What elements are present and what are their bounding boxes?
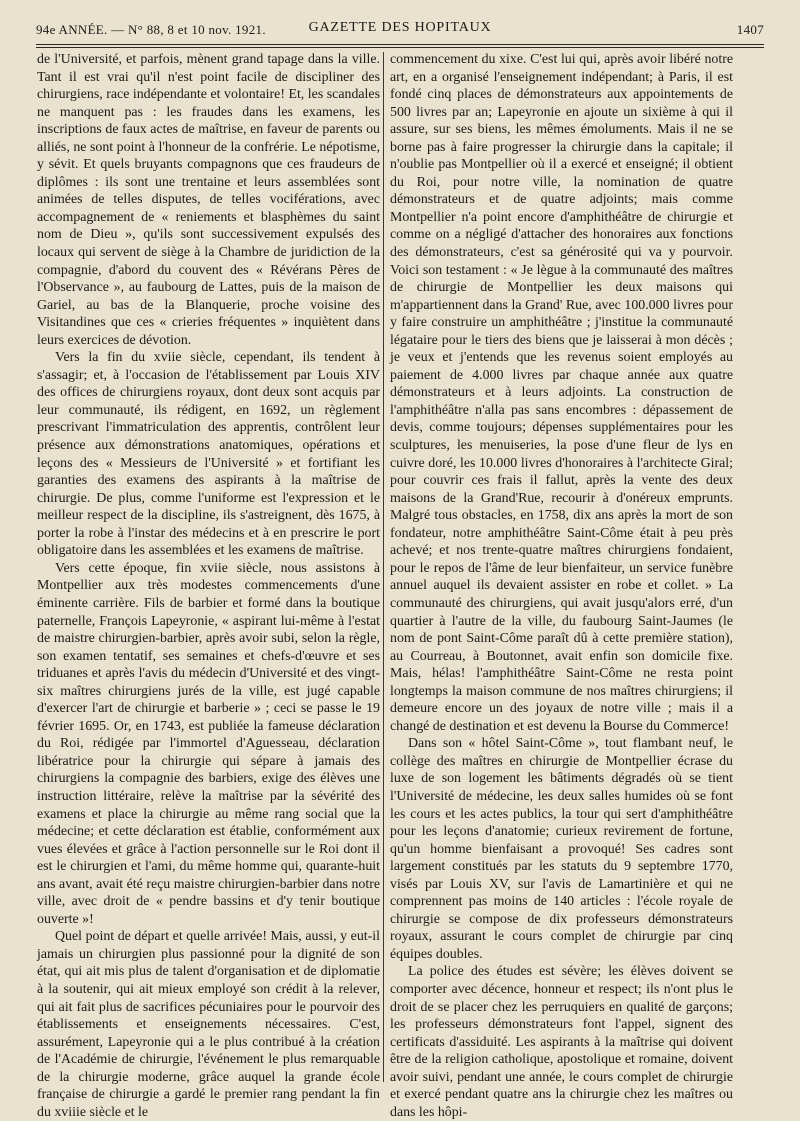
paragraph: commencement du xixe. C'est lui qui, après avoir libéré notre art, en a organisé l'enseignement indépendant; à Paris, il est fondé cinq places de démonstrateurs aux appointements de 500 livres par an; Lapeyronie en ajoute un sixième à qui il assure, sur ses biens, les mêmes émoluments. Mais il ne se borne pas à faire progresser la chirurgie dans la capitale; il n'oublie pas Montpellier où il a exercé et enseigné; il obtient du Roi, pour notre ville, la nomination de quatre démonstrateurs et de quatre adjoints; mais comme Montpellier n'a point encore d'amphithéâtre de chirurgie et comme on a négligé d'attacher des honoraires aux fonctions des démonstrateurs, c'est sa générosité qui va y pourvoir. Voici son testament : « Je lègue à la communauté des maîtres de chirurgie de Montpellier les deux maisons qui m'appartiennent dans la Grand' Rue, avec 100.000 livres pour y faire construire un amphithéâtre ; j'institue la communauté légataire pour le tiers des biens que je laisserai à mon décès ; je veux et j'entends que les revenus soient employés au paiement de 4.000 livres par chaque année aux quatre démonstrateurs et à leurs adjoints. La construction de l'amphithéâtre n'alla pas sans encombres : dépassement de devis, comme toujours; dépenses supplémentaires pour les sculptures, les menuiseries, la pose d'une fleur de lys en cuivre doré, les 10.000 livres d'honoraires à l'architecte Giral; pour couvrir ces frais il fallut, après la vente des deux maisons de la Grand'Rue, recourir à d'onéreux emprunts. Malgré tous obstacles, en 1758, dix ans après la mort de son fondateur, notre amphithéâtre Saint-Côme était à peu près achevé; et nos trente-quatre maîtres chirurgiens fondaient, pour le repos de l'âme de leur bienfaiteur, un service funèbre annuel auquel ils devaient assister en robe et collet. » La communauté des chirurgiens, qui avait jusqu'alors erré, d'un quartier à l'autre de la ville, du faubourg Saint-Jaumes (le nom de pont Saint-Côme paraît dû à cette première station), au Courreau, à Boutonnet, avait enfin son domicile fixe. Mais, hélas! l'amphithéâtre Saint-Côme ne resta point longtemps la maison commune de nos maîtres chirurgiens; il demeure encore un des joyaux de notre ville ; mais il a changé de destination et est devenu la Bourse du Commerce! <box>390 52 733 734</box>
issue-info: 94e ANNÉE. — N° 88, 8 et 10 nov. 1921. <box>36 22 266 37</box>
paragraph: Vers la fin du xviie siècle, cependant, ils tendent à s'assagir; et, à l'occasion de l'établissement par Louis XIV des offices de chirurgiens royaux, dont deux sont acquis par leur communauté, ils rédigent, en 1692, un règlement prescrivant l'immatriculation des apprentis, contrôlent leur présence aux démonstrations anatomiques, opérations et leçons des « Messieurs de l'Université » et fortifiant les garanties des examens des aspirants à la maîtrise de chirurgie. De plus, comme l'uniforme est l'expression et le meilleur respect de la discipline, ils s'astreignent, dès 1675, à porter la robe à l'instar des médecins et à en prescrire le port obligatoire dans les assemblées et les examens de maîtrise. <box>37 350 380 559</box>
paragraph: Dans son « hôtel Saint-Côme », tout flambant neuf, le collège des maîtres en chirurgie de Montpellier écrase du luxe de son logement les bâtiments dégradés où se tient l'Université de médecine, les deux salles humides où se font les cours et les actes publics, la tour qui sert d'amphithéâtre pour les leçons d'anatomie; curieux revirement de fortune, qu'un homme bienfaisant a provoqué! Ses cadres sont largement constitués par les statuts du 9 septembre 1770, visés par Louis XV, sur l'avis de Lamartinière et qui ne comprennent pas moins de 140 articles : l'école royale de chirurgie se compose de dix professeurs démonstrateurs royaux, assurant le cours complet de chirurgie par cinq équipes doubles. <box>390 736 733 962</box>
paragraph: Vers cette époque, fin xviie siècle, nous assistons à Montpellier aux très modestes commencements d'une éminente carrière. Fils de barbier et formé dans la boutique paternelle, François Lapeyronie, « aspirant lui-même à l'estat de maistre chirurgien-barbier, après avoir subi, selon la règle, son examen tentatif, ses semaines et chefs-d'œuvre et ses triduanes et après l'avis du médecin d'Université et des vingt-six maîtres chirurgiens jurés de la ville, est jugé capable d'exercer l'art de chirurgie et barberie » ; ceci se passe le 19 février 1695. Or, en 1743, est publiée la fameuse déclaration du Roi, rédigée par l'immortel d'Aguesseau, déclaration libératrice pour la chirurgie qui sépare à jamais des chirurgiens la compagnie des barbiers, exige des élèves une instruction littéraire, relève la maîtrise par la sévérité des examens et place la chirurgie au même rang social que la médecine; et cette déclaration est établie, conformément aux vues élevées et grâce à l'action personnelle sur le Roi dont il est le chirurgien et l'ami, du même homme qui, quarante-huit ans avant, avait été reçu maistre chirurgien-barbier dans notre ville, avec droit de « pendre bassins et d'y tenir boutique ouverte »! <box>37 560 380 927</box>
paragraph: La police des études est sévère; les élèves doivent se comporter avec décence, honneur et respect; ils n'ont plus le droit de se placer chez les perruquiers en qualité de garçons; les professeurs démonstrateurs font l'appel, signent des certificats d'assiduité. Les aspirants à la maîtrise qui doivent être de la religion catholique, apostolique et romaine, doivent avoir suivi, pendant une année, le cours complet de chirurgie et exercé pendant quatre ans la chirurgie chez les maîtres ou dans les hôpi- <box>390 964 733 1120</box>
page-number: 1407 <box>736 22 764 37</box>
journal-title: GAZETTE DES HOPITAUX <box>308 20 492 35</box>
header-rule-bottom <box>36 47 764 48</box>
page-header <box>36 18 764 42</box>
paragraph: Quel point de départ et quelle arrivée! Mais, aussi, y eut-il jamais un chirurgien plus passionné pour la dignité de son état, qui ait mis plus de talent d'organisation et de diplomatie à la soutenir, qui ait mieux employé son crédit à la relever, qui ait fait plus de sacrifices pécuniaires pour le pourvoir des établissements et enseignements nécessaires. C'est, assurément, Lapeyronie qui a le plus contribué à la création de l'Académie de chirurgie, l'événement le plus remarquable de la chirurgie moderne, grâce auquel la grande école française de chirurgie a gardé le premier rang pendant la fin du xviiie siècle et le <box>37 929 380 1120</box>
header-rule-top <box>36 44 764 45</box>
left-column <box>37 51 380 1120</box>
paragraph: de l'Université, et parfois, mènent grand tapage dans la ville. Tant il est vrai qu'il n'est point facile de discipliner des chirurgiens, race indépendante et volontaire! Et, les scandales ne manquent pas : les fraudes dans les examens, les inscriptions de faux actes de maîtrise, en faveur de parents ou alliés, ne sont point à l'honneur de la confrérie. Le népotisme, y sévit. Et quels bruyants compagnons que ces fraudeurs de diplômes : ils sont une trentaine et leurs assemblées sont animées de telles disputes, de telles vociférations, avec accompagnement de « reniements et blasphèmes du saint nom de Dieu », qu'ils sont successivement expulsés des locaux qui servent de siège à la Chambre de juridiction de la compagnie, d'abord du couvent des « Révérans Pères de l'Observance », au faubourg de Lattes, puis de la maison de Gariel, au bas de la Blanquerie, proche voisine des Visitandines que ces « crieries fréquentes » inquiètent dans leurs exercices de dévotion. <box>37 52 380 348</box>
column-divider <box>383 52 384 1082</box>
right-column <box>390 51 733 1120</box>
